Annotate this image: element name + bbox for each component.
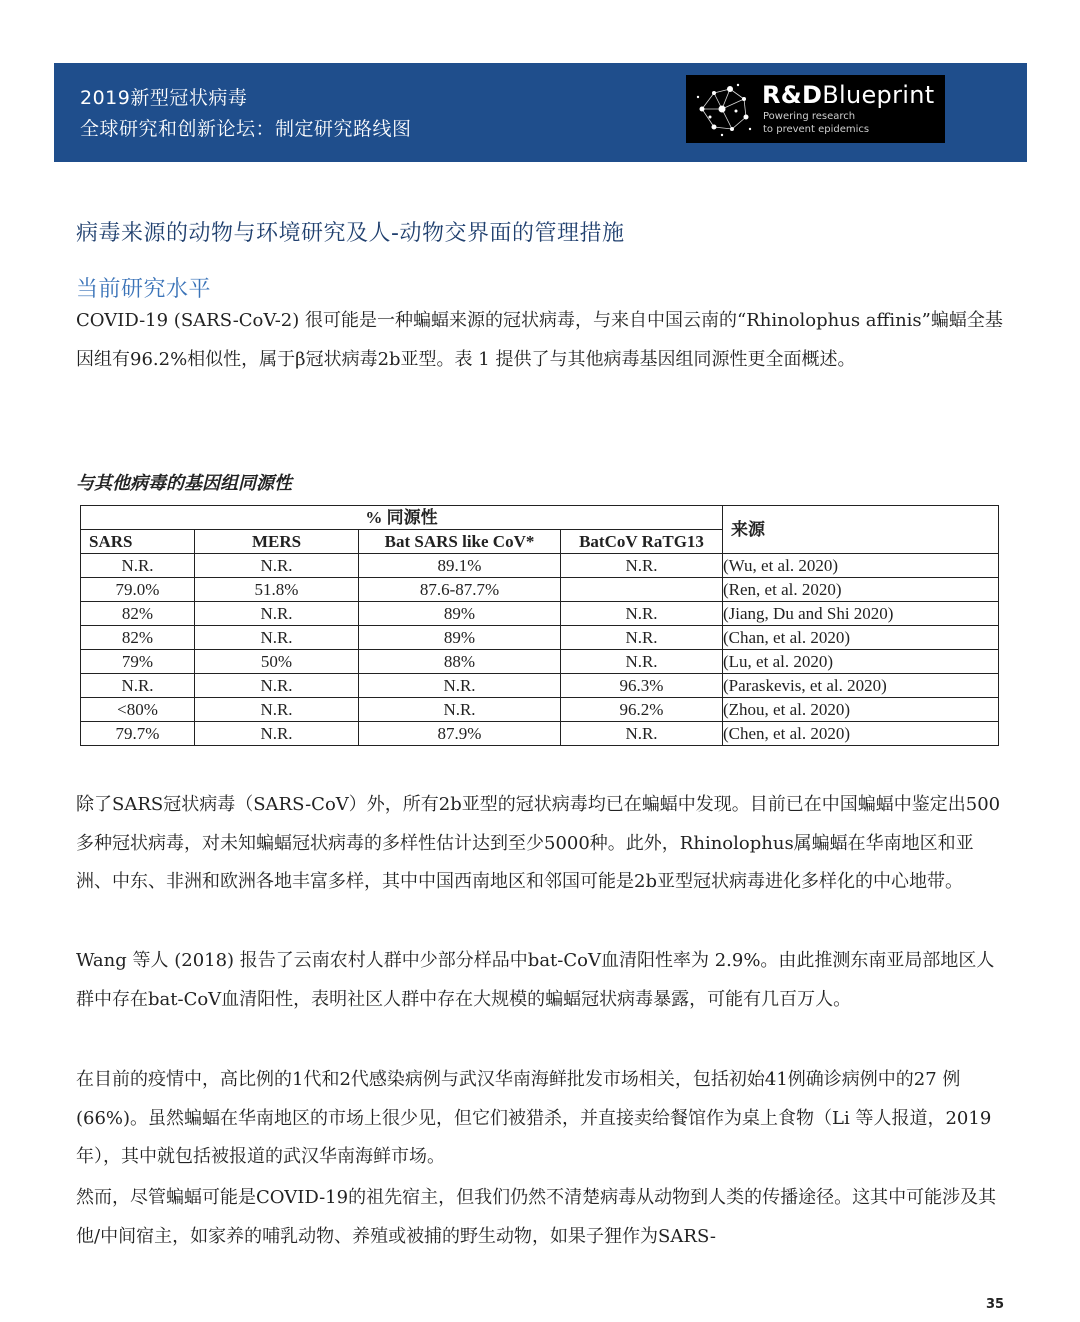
cell-ratg13: N.R. xyxy=(561,722,723,746)
cell-source: (Zhou, et al. 2020) xyxy=(723,698,999,722)
table-row xyxy=(81,602,999,626)
intro-paragraph: COVID-19 (SARS-CoV-2) 很可能是一种蝙蝠来源的冠状病毒，与来自中国云南的“Rhinolophus affinis”蝙蝠全基因组有96.2%相似性，属于β冠状病毒2b亚型。表 1 提供了与其他病毒基因组同源性更全面概述。 xyxy=(76,310,1003,370)
cell-source: (Lu, et al. 2020) xyxy=(723,650,999,674)
page-header xyxy=(54,63,1027,162)
table-caption: 与其他病毒的基因组同源性 xyxy=(76,473,292,494)
cell-source: (Chen, et al. 2020) xyxy=(723,722,999,746)
cell-sars: N.R. xyxy=(81,674,195,698)
logo-brand xyxy=(762,81,934,109)
cell-ratg13: 96.2% xyxy=(561,698,723,722)
cell-ratg13: 96.3% xyxy=(561,674,723,698)
cell-bat-sars-like: 87.6-87.7% xyxy=(359,578,561,602)
header-title: 2019新型冠状病毒 xyxy=(80,87,248,109)
column-header-bat-sars-like: Bat SARS like CoV* xyxy=(359,530,561,554)
table-row xyxy=(81,554,999,578)
cell-bat-sars-like: 89% xyxy=(359,626,561,650)
homology-group-header: % 同源性 xyxy=(81,506,723,530)
body-paragraph-2: Wang 等人 (2018) 报告了云南农村人群中少部分样品中bat-CoV血清阳性率为 2.9%。由此推测东南亚局部地区人群中存在bat-CoV血清阳性，表明社区人群中存在大规模的蝙蝠冠状病毒暴露，可能有几百万人。 xyxy=(76,950,995,1010)
cell-bat-sars-like: 89.1% xyxy=(359,554,561,578)
subsection-title: 当前研究水平 xyxy=(76,277,212,302)
cell-bat-sars-like: 88% xyxy=(359,650,561,674)
logo-tagline-1: Powering research xyxy=(763,111,856,122)
cell-mers: N.R. xyxy=(195,626,359,650)
network-logo-icon xyxy=(692,79,756,139)
table-row xyxy=(81,698,999,722)
cell-mers: N.R. xyxy=(195,554,359,578)
source-header: 来源 xyxy=(723,506,999,554)
cell-ratg13: N.R. xyxy=(561,602,723,626)
cell-sars: N.R. xyxy=(81,554,195,578)
cell-ratg13: N.R. xyxy=(561,650,723,674)
column-header-mers: MERS xyxy=(195,530,359,554)
cell-bat-sars-like: N.R. xyxy=(359,698,561,722)
table-group-header-row xyxy=(81,506,999,530)
cell-ratg13: N.R. xyxy=(561,626,723,650)
cell-source: (Paraskevis, et al. 2020) xyxy=(723,674,999,698)
logo-brand-bold: R&D xyxy=(762,81,823,109)
cell-mers: 50% xyxy=(195,650,359,674)
header-subtitle: 全球研究和创新论坛：制定研究路线图 xyxy=(80,118,412,140)
homology-table xyxy=(80,505,999,746)
cell-ratg13: N.R. xyxy=(561,554,723,578)
cell-ratg13 xyxy=(561,578,723,602)
cell-source: (Chan, et al. 2020) xyxy=(723,626,999,650)
cell-sars: 79.7% xyxy=(81,722,195,746)
cell-bat-sars-like: N.R. xyxy=(359,674,561,698)
column-header-sars: SARS xyxy=(81,530,195,554)
cell-bat-sars-like: 87.9% xyxy=(359,722,561,746)
cell-mers: N.R. xyxy=(195,674,359,698)
cell-sars: <80% xyxy=(81,698,195,722)
cell-bat-sars-like: 89% xyxy=(359,602,561,626)
cell-source: (Wu, et al. 2020) xyxy=(723,554,999,578)
cell-source: (Jiang, Du and Shi 2020) xyxy=(723,602,999,626)
cell-mers: N.R. xyxy=(195,722,359,746)
cell-mers: N.R. xyxy=(195,602,359,626)
logo-tagline-2: to prevent epidemics xyxy=(763,124,870,135)
table-row xyxy=(81,722,999,746)
cell-mers: 51.8% xyxy=(195,578,359,602)
table-row xyxy=(81,650,999,674)
body-paragraph-1: 除了SARS冠状病毒（SARS-CoV）外，所有2b亚型的冠状病毒均已在蝙蝠中发现。目前已在中国蝙蝠中鉴定出500多种冠状病毒，对未知蝙蝠冠状病毒的多样性估计达到至少5000种。此外，Rhinolophus属蝙蝠在华南地区和亚洲、中东、非洲和欧洲各地丰富多样，其中中国西南地区和邻国可能是2b亚型冠状病毒进化多样化的中心地带。 xyxy=(76,794,1001,892)
cell-mers: N.R. xyxy=(195,698,359,722)
page-number: 35 xyxy=(986,1297,1005,1312)
body-paragraph-3: 在目前的疫情中，高比例的1代和2代感染病例与武汉华南海鲜批发市场相关，包括初始41例确诊病例中的27 例 (66%)。虽然蝙蝠在华南地区的市场上很少见，但它们被猎杀，并直接卖给餐馆作为桌上食物（Li 等人报道，2019 年），其中就包括被报道的武汉华南海鲜市场。 xyxy=(76,1069,992,1167)
cell-sars: 82% xyxy=(81,626,195,650)
cell-sars: 79.0% xyxy=(81,578,195,602)
cell-sars: 82% xyxy=(81,602,195,626)
section-title: 病毒来源的动物与环境研究及人-动物交界面的管理措施 xyxy=(76,221,625,246)
table-row xyxy=(81,578,999,602)
table-row xyxy=(81,626,999,650)
body-paragraph-4: 然而，尽管蝙蝠可能是COVID-19的祖先宿主，但我们仍然不清楚病毒从动物到人类的传播途径。这其中可能涉及其他/中间宿主，如家养的哺乳动物、养殖或被捕的野生动物，如果子狸作为SARS- xyxy=(76,1187,997,1247)
cell-source: (Ren, et al. 2020) xyxy=(723,578,999,602)
logo-brand-light: Blueprint xyxy=(822,81,935,109)
cell-sars: 79% xyxy=(81,650,195,674)
rd-blueprint-logo xyxy=(686,75,945,143)
table-row xyxy=(81,674,999,698)
column-header-ratg13: BatCoV RaTG13 xyxy=(561,530,723,554)
